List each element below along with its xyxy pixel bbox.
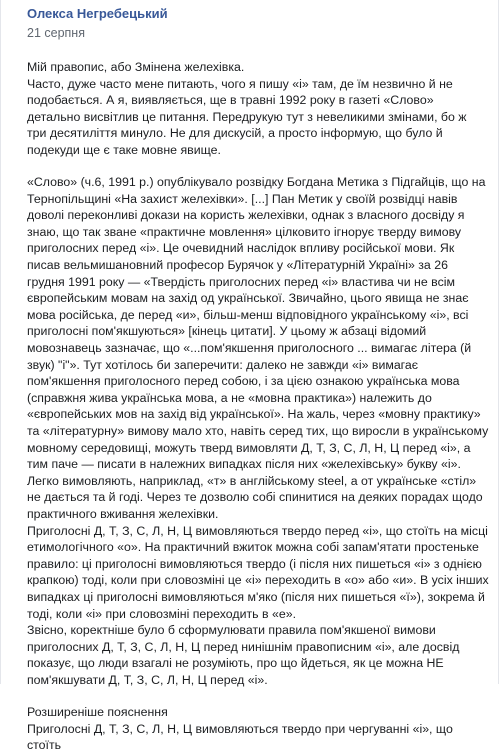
post-title-line: Мій правопис, або Змінена желехівка. xyxy=(27,60,245,74)
post-paragraph-truncated: Приголосні Д, Т, З, С, Л, Н, Ц вимовляються твердо при чергуванні «і», що стоїть xyxy=(27,721,453,753)
post-text xyxy=(27,59,489,754)
post-paragraph: Часто, дуже часто мене питають, чого я пишу «і» там, де їм незвично й не подобається. А я, виявляється, ще в травні 1992 року в газеті «Слово» детально висвітлив це питання. Передрукую тут з невеликими змінами, бо ж три десятиліття минуло. Не для дискусій, а просто інформую, що було й подекуди ще є таке мовне явище. xyxy=(27,76,467,157)
post-paragraph: «Слово» (ч.6, 1991 р.) опублікувало розвідку Богдана Метика з Підгайців, що на Тернопільщині «На захист желехівки». [...] Пан Метик у своїй розвідці навів доволі переконливі докази на користь желехівки, однак з власного досвіду я знаю, що так зване «практичне мовлення» цілковито ігнорує тверду вимову приголосних перед «і». Це очевидний наслідок впливу російської мови. Як писав вельмишановний професор Бурячок у «Літературній Україні» за 26 грудня 1991 року — «Твердість приголосних перед «і» властива чи не всім європейським мовам на захід од української. Звичайно, цього явища не знає мова російська, де перед «и», більш-менш відповідного українському «і», всі приголосні пом'якшуються» [кінець цитати]. У цьому ж абзаці відомий мовознавець зазначає, що «...пом'якшення приголосного ... вимагає літера (й звук) "і"». Тут хотілось би заперечити: далеко не завжди «і» вимагає пом'якшення приголосного перед собою, і за цією ознакою українська мова (справжня жива українська мова, а не «мовна практика») належить до «європейських мов на захід від української». На жаль, через «мовну практику» та «літературну» вимову мало хто, навіть серед тих, що виросли в українському мовному середовищі, можуть тверд вимовляти Д, Т, З, С, Л, Н, Ц перед «і», а тим паче — писати в належних випадках після них «желехівську» букву «і». Легко вимовляють, наприклад, «т» в англійському steel, а от українське «стіл» не дається та й годі. Через те дозволю собі спинитися на деяких порадах щодо практичного вживання желехівки. xyxy=(27,175,489,521)
post-header xyxy=(27,6,168,41)
author-name-link[interactable]: Олекса Негребецький xyxy=(27,6,168,21)
section-heading: Розширеніше пояснення xyxy=(27,704,168,719)
post-date-link[interactable]: 21 серпня xyxy=(27,26,85,40)
post-paragraph: Звісно, коректніше було б сформулювати правила пом'якшеної вимови приголосних Д, Т, З, С, Л, Н, Ц перед нинішнім правописним «і», але досвід показує, що люди взагалі не розуміють, про що йдеться, як це можна НЕ пом'якшувати Д, Т, З, С, Л, Н, Ц перед «і». xyxy=(27,623,460,687)
post-paragraph: Приголосні Д, Т, З, С, Л, Н, Ц вимовляються твердо перед «і», що стоїть на місці етимологічного «о». На практичний вжиток можна собі запам'ятати простеньке правило: ці приголосні вимовляються твердо (і після них пишеться «і» з однією крапкою) тоді, коли при словозміні це «і» переходить в «о» або «и». В усіх інших випадках ці приголосні вимовляються м'яко (після них пишеться «ї»), зокрема й тоді, коли «і» при словозміні переходить в «е». xyxy=(27,523,489,621)
